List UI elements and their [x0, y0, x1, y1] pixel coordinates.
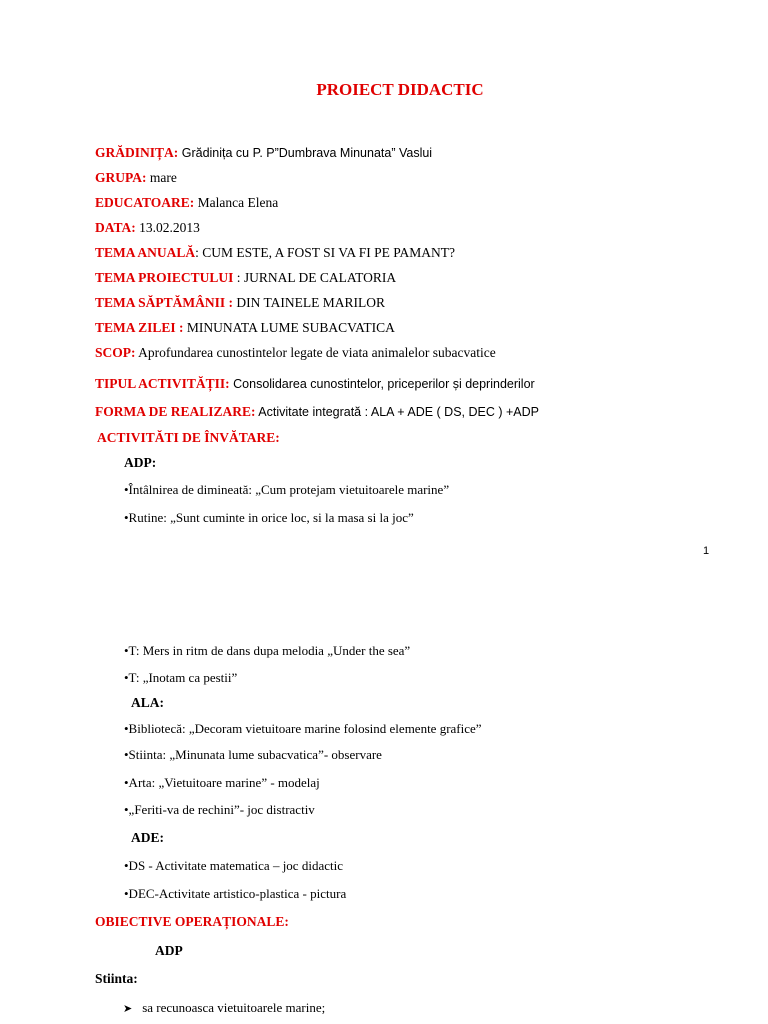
field-data [95, 220, 200, 236]
document-title: PROIECT DIDACTIC [316, 80, 484, 99]
list-item: •Întâlnirea de dimineată: „Cum protejam vietuitoarele marine” [124, 482, 450, 497]
list-item: •T: Mers in ritm de dans dupa melodia „Under the sea” [124, 643, 411, 658]
field-value: DIN TAINELE MARILOR [233, 295, 386, 310]
field-label: SCOP: [95, 345, 136, 360]
field-label: EDUCATOARE: [95, 195, 195, 210]
field-value: Grădinița cu P. P”Dumbrava Minunata” Vaslui [178, 146, 433, 160]
list-item: •Rutine: „Sunt cuminte in orice loc, si la masa si la joc” [124, 510, 414, 525]
field-gradinita [95, 145, 432, 161]
ade-heading: ADE: [131, 830, 164, 845]
field-value: Consolidarea cunostintelor, priceperilor și deprinderilor [229, 377, 535, 391]
field-label: TEMA ZILEI : [95, 320, 184, 335]
list-item: •Arta: „Vietuitoare marine” - modelaj [124, 775, 320, 790]
field-tema-proiectului [95, 270, 396, 286]
field-value: mare [146, 170, 177, 185]
field-label: TEMA PROIECTULUI [95, 270, 234, 285]
list-item-text: sa recunoasca vietuitoarele marine; [142, 1000, 326, 1015]
field-label: GRUPA: [95, 170, 147, 185]
field-label: DATA: [95, 220, 136, 235]
field-value: Malanca Elena [194, 195, 279, 210]
field-tipul-activitatii [95, 376, 535, 392]
field-value: 13.02.2013 [135, 220, 200, 235]
field-value: : CUM ESTE, A FOST SI VA FI PE PAMANT? [195, 245, 455, 260]
objectives-heading: OBIECTIVE OPERAȚIONALE: [95, 914, 289, 929]
field-tema-anuala [95, 245, 455, 261]
field-value: Activitate integrată : ALA + ADE ( DS, DEC ) +ADP [255, 405, 539, 419]
field-label: GRĂDINIȚA: [95, 145, 179, 160]
field-educatoare [95, 195, 278, 211]
objectives-adp-heading: ADP [155, 943, 183, 958]
field-value: MINUNATA LUME SUBACVATICA [183, 320, 395, 335]
field-scop [95, 345, 496, 361]
field-grupa [95, 170, 177, 186]
page-number: 1 [703, 545, 710, 557]
field-forma-de-realizare [95, 404, 539, 420]
adp-heading: ADP: [124, 455, 157, 470]
field-tema-zilei [95, 320, 395, 336]
field-label: FORMA DE REALIZARE: [95, 404, 256, 419]
list-item [123, 1000, 325, 1016]
list-item: •DS - Activitate matematica – joc didactic [124, 858, 343, 873]
list-item: •„Feriti-va de rechini”- joc distractiv [124, 802, 315, 817]
list-item: •Stiinta: „Minunata lume subacvatica”- observare [124, 747, 382, 762]
list-item: •DEC-Activitate artistico-plastica - pictura [124, 886, 347, 901]
list-item: •T: „Inotam ca pestii” [124, 670, 238, 685]
field-label: TIPUL ACTIVITĂȚII: [95, 376, 230, 391]
list-item: •Bibliotecă: „Decoram vietuitoare marine folosind elemente grafice” [124, 721, 482, 736]
arrow-bullet-icon: ➤ [123, 1002, 133, 1015]
field-value: : JURNAL DE CALATORIA [233, 270, 397, 285]
field-value: Aprofundarea cunostintelor legate de viata animalelor subacvatice [135, 345, 496, 360]
field-tema-saptamanii [95, 295, 385, 311]
ala-heading: ALA: [131, 695, 164, 710]
stiinta-heading: Stiinta: [95, 971, 138, 986]
field-label: TEMA ANUALĂ [95, 245, 196, 260]
field-label: TEMA SĂPTĂMÂNII : [95, 295, 234, 310]
activities-heading: ACTIVITĂTI DE ÎNVĂTARE: [97, 430, 280, 445]
